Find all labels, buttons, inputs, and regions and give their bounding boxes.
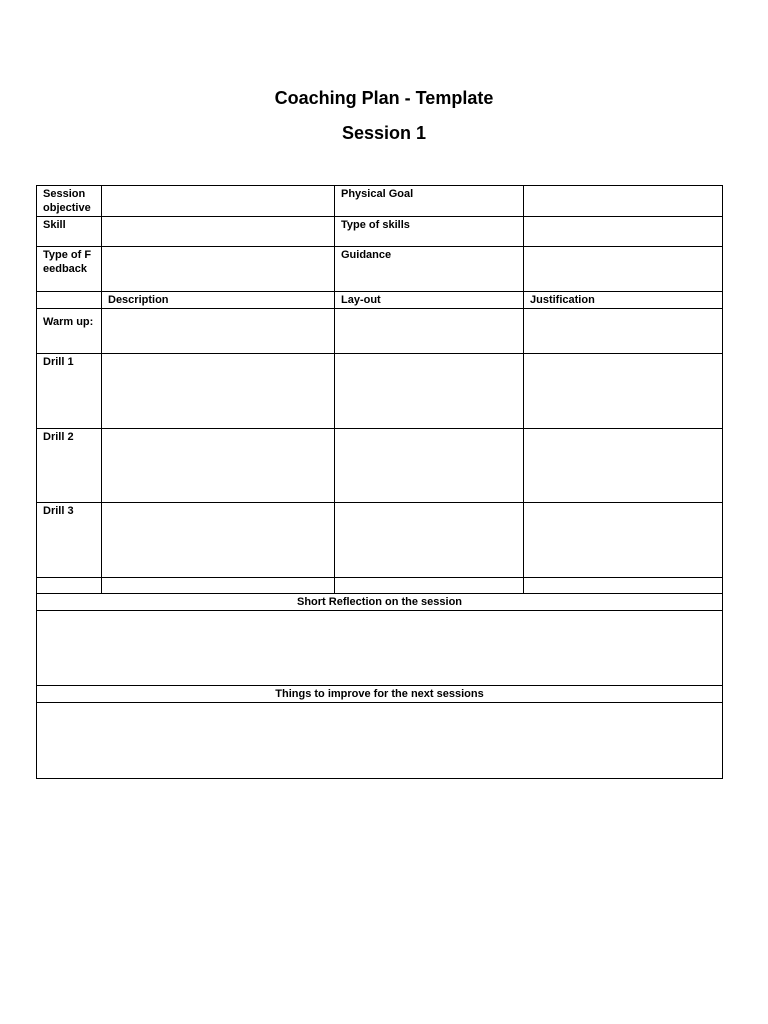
drill-3-justification-field[interactable] [524, 503, 723, 578]
label-skill: Skill [37, 217, 102, 247]
type-of-feedback-field[interactable] [102, 247, 335, 292]
row-reflection-header [37, 594, 723, 611]
drill-2-justification-field[interactable] [524, 429, 723, 503]
drill-2-layout-field[interactable] [335, 429, 524, 503]
physical-goal-field[interactable] [524, 186, 723, 217]
header-justification: Justification [524, 292, 723, 309]
drill-2-description-field[interactable] [102, 429, 335, 503]
drill-3-layout-field[interactable] [335, 503, 524, 578]
document-title: Coaching Plan - Template [274, 88, 494, 108]
short-reflection-field[interactable] [37, 611, 723, 686]
row-reflection-body [37, 611, 723, 686]
label-drill-2: Drill 2 [37, 429, 102, 503]
label-type-of-feedback: Type of Feedback [37, 247, 102, 292]
row-drill-1 [37, 354, 723, 429]
drill-1-justification-field[interactable] [524, 354, 723, 429]
label-guidance: Guidance [335, 247, 524, 292]
warm-up-description-field[interactable] [102, 309, 335, 354]
coaching-plan-table [36, 185, 723, 779]
header-blank [37, 292, 102, 309]
header-description: Description [102, 292, 335, 309]
extra-description-field[interactable] [102, 578, 335, 594]
drill-3-description-field[interactable] [102, 503, 335, 578]
row-drill-2 [37, 429, 723, 503]
label-short-reflection: Short Reflection on the session [37, 594, 723, 611]
row-drill-3 [37, 503, 723, 578]
row-warm-up [37, 309, 723, 354]
things-to-improve-field[interactable] [37, 703, 723, 779]
extra-layout-field[interactable] [335, 578, 524, 594]
row-skill [37, 217, 723, 247]
label-drill-1: Drill 1 [37, 354, 102, 429]
warm-up-layout-field[interactable] [335, 309, 524, 354]
row-improve-header [37, 686, 723, 703]
row-improve-body [37, 703, 723, 779]
extra-label-field[interactable] [37, 578, 102, 594]
row-extra [37, 578, 723, 594]
label-drill-3: Drill 3 [37, 503, 102, 578]
label-type-of-skills: Type of skills [335, 217, 524, 247]
row-feedback [37, 247, 723, 292]
warm-up-justification-field[interactable] [524, 309, 723, 354]
type-of-skills-field[interactable] [524, 217, 723, 247]
extra-justification-field[interactable] [524, 578, 723, 594]
label-session-objective: Session objective [37, 186, 102, 217]
row-column-headers [37, 292, 723, 309]
header-layout: Lay-out [335, 292, 524, 309]
guidance-field[interactable] [524, 247, 723, 292]
label-things-to-improve: Things to improve for the next sessions [37, 686, 723, 703]
skill-field[interactable] [102, 217, 335, 247]
session-title: Session 1 [341, 123, 427, 143]
drill-1-description-field[interactable] [102, 354, 335, 429]
label-physical-goal: Physical Goal [335, 186, 524, 217]
session-objective-field[interactable] [102, 186, 335, 217]
label-warm-up: Warm up: [37, 309, 102, 354]
row-session-objective [37, 186, 723, 217]
drill-1-layout-field[interactable] [335, 354, 524, 429]
